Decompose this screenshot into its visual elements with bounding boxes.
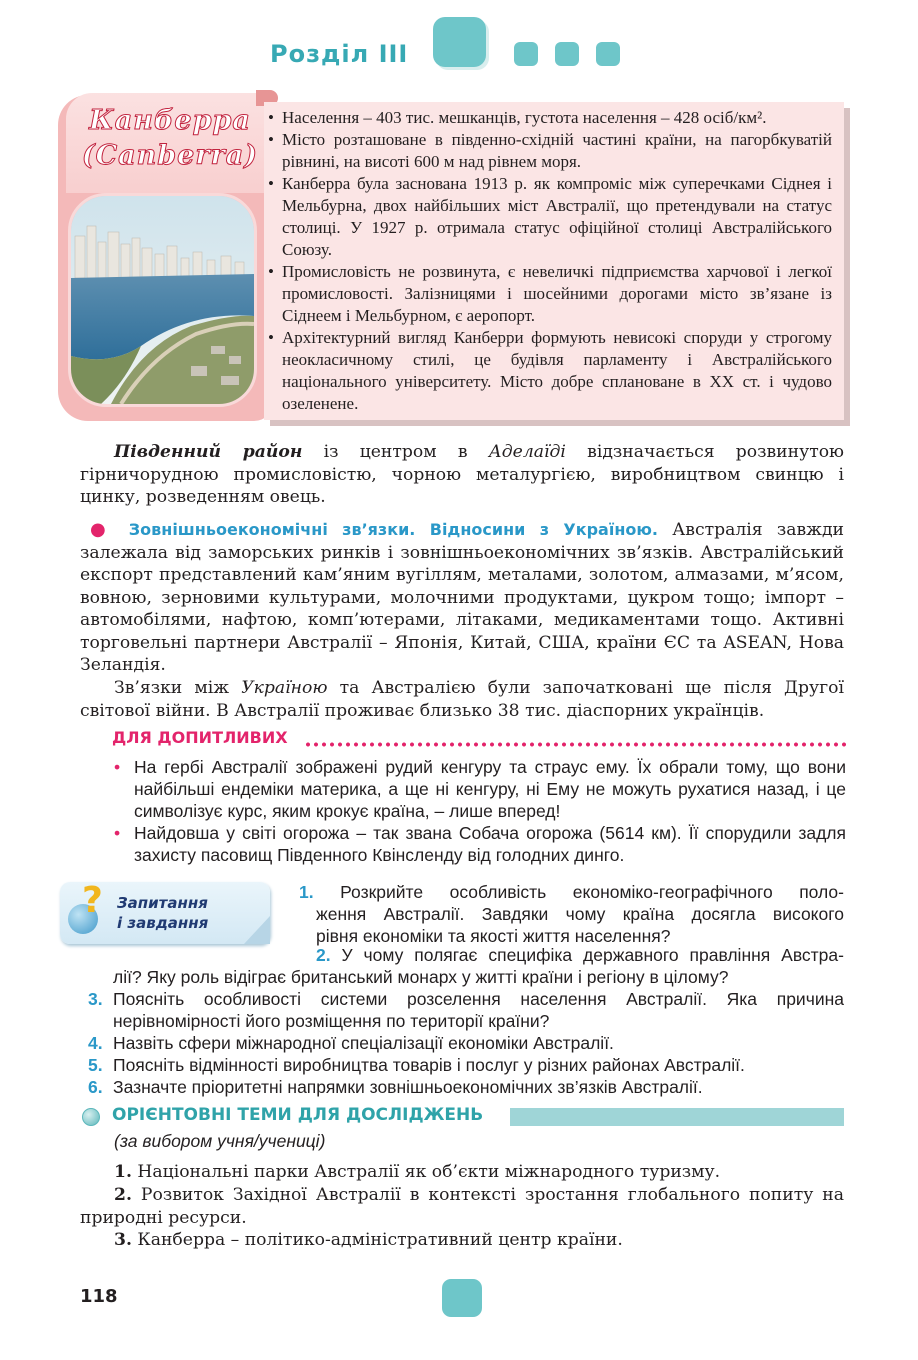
- question-mark-icon: ?: [82, 880, 103, 921]
- question-text: Назвіть сфери міжнародної спеціалізації економіки Австралії.: [113, 1033, 614, 1053]
- question-2-continuation: лії? Яку роль відіграє британський монарх у житті країни і регіону в цілому?: [113, 967, 729, 987]
- question-number: 4.: [88, 1033, 103, 1053]
- question-number: 6.: [88, 1077, 103, 1097]
- city-card-title: [72, 103, 268, 173]
- header-decor-square: [555, 42, 579, 66]
- header-decor-square-large: [433, 17, 486, 67]
- fact-item: • Місто розташоване в південно-східній частині країни, на пагорбкуватій рівнині, на висоті 600 м над рівнем моря.: [266, 129, 832, 173]
- ukraine-relations-paragraph: [80, 677, 844, 722]
- city-name-ukrainian: Канберра: [89, 105, 251, 136]
- question-text: ження Австралії. Завдяки чому країна досягла високого: [316, 904, 844, 924]
- curious-section-title: ДЛЯ ДОПИТЛИВИХ: [112, 728, 288, 747]
- question-number: 1.: [299, 882, 314, 902]
- pink-bullet-icon: ●: [90, 519, 115, 540]
- curious-item: • На гербі Австралії зображені рудий кенгуру та страус ему. Їх обрали тому, що вони найбільші ендеміки материка, а ще ні кенгуру, ні Ему не можуть рухатися назад, і це символізує курс, яким крокує країна, – лише вперед!: [108, 756, 846, 822]
- page-number: 118: [80, 1286, 118, 1307]
- section-title: Розділ III: [270, 40, 409, 68]
- badge-label-line: Запитання: [117, 894, 208, 912]
- dotted-divider: [304, 742, 846, 747]
- south-district-paragraph: [80, 441, 844, 509]
- theme-number: 3.: [114, 1230, 132, 1250]
- question-number: 2.: [316, 945, 331, 965]
- question-5: [88, 1054, 844, 1076]
- theme-text: Розвиток Західної Австралії в контексті зростання глобального попиту на природні ресурси.: [80, 1185, 844, 1228]
- circle-bullet-icon: [82, 1108, 100, 1126]
- theme-number: 1.: [114, 1162, 132, 1182]
- theme-text: Національні парки Австралії як об’єкти міжнародного туризму.: [131, 1162, 721, 1182]
- research-themes-note: (за вибором учня/учениці): [114, 1131, 326, 1151]
- header-decor-square: [596, 42, 620, 66]
- foreign-relations-text: Австралія завжди залежала від заморських ринків і зовнішньоекономічних зв’язків. Австралійський експорт представлений кам’яним вугіллям, металами, золотом, алмазами, м’ясом, вовною, зерновими культурами, молочними продуктами, цукром тощо; імпорт – автомобілями, нафтою, комп’ютерами, літаками, медикаментами тощо. Активні торговельні партнери Австралії – Японія, Китай, США, країни ЄС та ASEAN, Нова Зеландія.: [80, 520, 844, 675]
- questions-badge-label: [117, 893, 208, 933]
- text-fragment: відзначається розвинутою гірничорудною промисловістю, чорною металургією, виробництвом свинцю і цинку, розведенням овець.: [80, 442, 845, 507]
- fact-item: • Канберра була заснована 1913 р. як компроміс між суперечками Сіднея і Мельбурна, двох найбільших міст Австралії, що претендували на статус столиці. У 1927 р. отримала статус офіційної столиці Австралійського Союзу.: [266, 173, 832, 261]
- badge-label-line: і завдання: [117, 914, 209, 932]
- text-fragment: Зв’язки між: [114, 678, 242, 698]
- theme-number: 2.: [114, 1185, 132, 1205]
- question-text: Поясніть особливості системи розселення населення Австралії. Яка причина нерівномірності його розміщення по території країни?: [113, 989, 844, 1031]
- questions-list: [88, 988, 844, 1098]
- header-decor-square: [514, 42, 538, 66]
- theme-text: Канберра – політико-адміністративний центр країни.: [131, 1230, 623, 1250]
- question-3: [88, 988, 844, 1032]
- question-number: 5.: [88, 1055, 103, 1075]
- research-theme-item: [80, 1184, 844, 1229]
- fact-item: • Архітектурний вигляд Канберри формують невисокі споруди у строгому неокласичному стилі, це будівля парламенту і Австралійського національного університету. Місто добре сплановане в XX ст. і чудово озеленене.: [266, 327, 832, 415]
- foreign-relations-heading: Зовнішньоекономічні зв’язки. Відносини з Україною.: [128, 520, 658, 539]
- question-text: Поясніть відмінності виробництва товарів і послуг у різних районах Австралії.: [113, 1055, 745, 1075]
- research-theme-item: [80, 1161, 844, 1184]
- question-number: 3.: [88, 989, 103, 1009]
- text-fragment: із центром в: [302, 442, 489, 462]
- research-themes-title: ОРІЄНТОВНІ ТЕМИ ДЛЯ ДОСЛІДЖЕНЬ: [112, 1105, 484, 1125]
- text-fragment: та Австралією були започатковані ще після Другої світової війни. В Австралії проживає близько 38 тис. діаспорних українців.: [80, 678, 844, 721]
- word-ukraine: Україною: [241, 678, 328, 698]
- question-text: Зазначте пріоритетні напрямки зовнішньоекономічних зв’язків Австралії.: [113, 1077, 703, 1097]
- city-name-english: (Canberra): [81, 140, 259, 171]
- curious-facts-list: [108, 756, 846, 866]
- question-1: [299, 881, 844, 947]
- curious-item: • Найдовша у світі огорожа – так звана Собача огорожа (5614 км). Її спорудили задля захисту пасовищ Південного Квінсленду від голодних динго.: [108, 822, 846, 866]
- term-south-district: Південний район: [114, 442, 303, 462]
- canberra-aerial-image: [71, 196, 254, 404]
- fact-item: • Промисловість не розвинута, є невеличкі підприємства харчової і легкої промисловості. Залізницями і шосейними дорогами місто зв’язане із Сіднеем і Мельбурном, є аеропорт.: [266, 261, 832, 327]
- question-2-first-line: [299, 944, 844, 966]
- fact-item: • Населення – 403 тис. мешканців, густота населення – 428 осіб/км².: [266, 107, 832, 129]
- research-theme-item: [80, 1229, 844, 1252]
- badge-page-fold: [244, 916, 270, 944]
- canberra-photo: [68, 193, 257, 407]
- question-text: Розкрийте особливість економіко-географічного поло-: [340, 882, 844, 902]
- question-6: [88, 1076, 844, 1098]
- question-text: рівня економіки та якості життя населення?: [316, 926, 671, 946]
- title-accent-bar: [510, 1108, 844, 1126]
- question-4: [88, 1032, 844, 1054]
- canberra-facts-list: [266, 107, 832, 415]
- question-text: У чому полягає специфіка державного правління Австра-: [341, 945, 844, 965]
- foreign-relations-paragraph: [80, 519, 844, 677]
- city-adelaide: Аделаїді: [488, 442, 566, 462]
- footer-decor-square: [442, 1279, 482, 1317]
